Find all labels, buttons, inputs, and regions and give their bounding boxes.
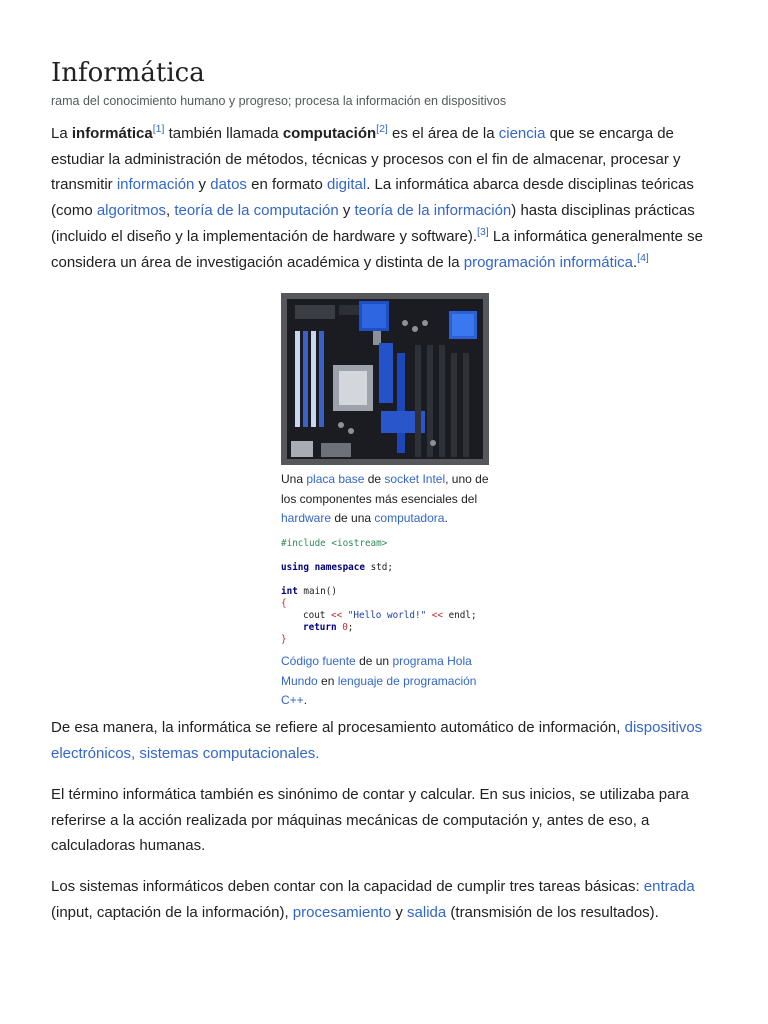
code-keyword: using namespace — [281, 562, 365, 573]
code-line-cout — [281, 610, 491, 622]
code-line-using — [281, 562, 491, 574]
link-teoria-informacion[interactable]: teoría de la información — [354, 202, 512, 220]
page-subtitle: rama del conocimiento humano y progreso; procesa la información en dispositivos — [51, 94, 507, 108]
text: ) hasta disciplinas prácticas (incluido el diseño y la implementación de hardware y software). — [51, 202, 695, 245]
code-text: ; — [347, 622, 354, 633]
code-text: cout — [303, 610, 331, 621]
text: también llamada — [164, 125, 283, 142]
paragraph-4 — [51, 874, 721, 925]
code-keyword: int — [281, 586, 298, 597]
link-procesamiento[interactable]: procesamiento — [292, 903, 392, 921]
link-hardware[interactable]: hardware — [281, 511, 332, 525]
code-operator: << — [431, 610, 443, 621]
link-algoritmos[interactable]: algoritmos — [96, 202, 167, 220]
code-string: "Hello world!" — [342, 610, 432, 621]
page-title: Informática — [51, 58, 205, 88]
text: , uno de los componentes más esenciales del — [281, 472, 489, 506]
text: y — [338, 202, 355, 220]
code-line-return — [281, 622, 491, 634]
link-datos[interactable]: datos — [210, 176, 247, 194]
text: en formato — [246, 176, 327, 194]
link-socket-intel[interactable]: socket Intel — [384, 472, 446, 486]
code-text: main() — [297, 586, 337, 597]
link-programa-hola-mundo[interactable]: programa Hola Mundo — [281, 654, 472, 688]
code-line-open-brace: { — [281, 598, 287, 609]
text: Los sistemas informáticos deben contar con la capacidad de cumplir tres tareas básicas: — [51, 878, 644, 895]
reference-link-2[interactable]: [2] — [376, 123, 388, 135]
link-computadora[interactable]: computadora — [374, 511, 445, 525]
paragraph-3 — [51, 782, 721, 859]
text: de un — [355, 654, 393, 668]
link-lenguaje-cpp[interactable]: lenguaje de programación C++ — [281, 673, 477, 707]
text: . — [444, 511, 448, 525]
link-salida[interactable]: salida — [407, 903, 447, 921]
text: que se encarga de estudiar la administración de métodos, técnicas y procesos con el fin de almacenar, procesar y transmitir — [51, 125, 681, 194]
link-codigo-fuente[interactable]: Código fuente — [281, 654, 356, 668]
reference-link-3[interactable]: [3] — [477, 225, 489, 238]
link-dispositivos-electronicos[interactable]: dispositivos electrónicos, sistemas computacionales. — [51, 719, 703, 762]
paragraph-2 — [51, 715, 721, 766]
code-text: endl; — [442, 610, 477, 621]
bold-term-informatica: informática — [71, 125, 153, 142]
text: Una — [281, 472, 307, 486]
text: y — [194, 176, 211, 194]
text: (transmisión de los resultados). — [446, 903, 659, 921]
text: de una — [331, 511, 375, 525]
text: (input, captación de la información), — [51, 903, 293, 921]
text: de — [364, 472, 385, 486]
text: De esa manera, la informática se refiere al procesamiento automático de información, — [51, 719, 625, 736]
reference-link-4[interactable]: [4] — [637, 251, 649, 264]
code-number: 0 — [336, 622, 348, 633]
link-teoria-computacion[interactable]: teoría de la computación — [174, 202, 339, 220]
code-text: std; — [364, 562, 393, 573]
reference-link-1[interactable]: [1] — [152, 123, 165, 135]
figure-motherboard — [281, 293, 491, 529]
figure-code-caption — [281, 652, 491, 711]
code-line-close-brace: } — [281, 634, 287, 645]
code-blank-line — [281, 550, 491, 562]
motherboard-image[interactable] — [281, 293, 489, 465]
code-keyword: return — [303, 622, 337, 633]
text: y — [391, 903, 408, 921]
code-blank-line — [281, 574, 491, 586]
text: en — [317, 673, 338, 688]
link-placa-base[interactable]: placa base — [306, 472, 365, 486]
bold-term-computacion: computación — [282, 125, 377, 142]
link-digital[interactable]: digital — [326, 176, 367, 194]
code-line-include: #include <iostream> — [281, 538, 388, 549]
text: . — [303, 693, 308, 707]
text: es el área de la — [387, 125, 499, 142]
text: . — [633, 253, 638, 271]
intro-paragraph — [51, 121, 721, 275]
code-sample-image[interactable] — [281, 538, 491, 646]
link-ciencia[interactable]: ciencia — [498, 125, 546, 142]
figure-motherboard-caption — [281, 470, 491, 529]
text: La — [51, 125, 72, 142]
code-operator: << — [331, 610, 343, 621]
text: , — [166, 202, 175, 220]
link-informacion[interactable]: información — [116, 176, 195, 194]
code-line-main — [281, 586, 491, 598]
figure-code — [281, 538, 491, 711]
text: El término informática también es sinónimo de contar y calcular. En sus inicios, se utilizaba para referirse a la acción realizada por máquinas mecánicas de computación y, antes de eso, a calculadoras humanas. — [51, 786, 689, 855]
text: . La informática abarca desde disciplinas teóricas (como — [51, 176, 694, 220]
link-entrada[interactable]: entrada — [643, 878, 695, 895]
link-programacion-informatica[interactable]: programación informática — [463, 253, 633, 271]
text: La informática generalmente se considera un área de investigación académica y distinta de la — [51, 227, 704, 271]
